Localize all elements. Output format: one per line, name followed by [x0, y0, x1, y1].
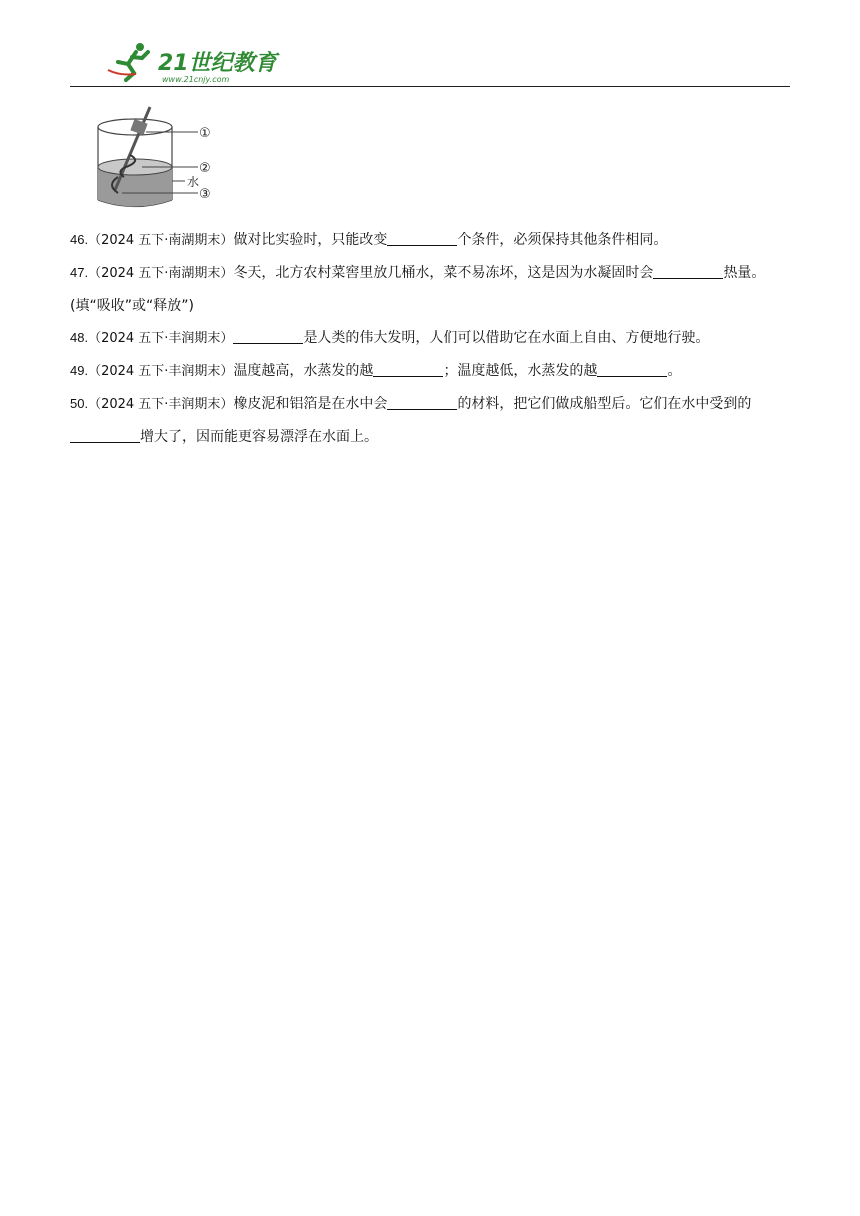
question-source: （2024 五下·南湖期末） — [88, 266, 234, 281]
answer-blank[interactable] — [653, 264, 723, 279]
question-number: 46. — [70, 232, 89, 247]
question-text: 是人类的伟大发明，人们可以借助它在水面上自由、方便地行驶。 — [303, 330, 710, 346]
question-text: 。 — [667, 363, 682, 379]
label-3: ③ — [199, 187, 211, 202]
question-text: 的材料，把它们做成船型后。它们在水中受到的 — [457, 396, 752, 412]
question-number: 50. — [70, 396, 89, 411]
question-48 — [70, 322, 792, 355]
answer-blank[interactable] — [387, 395, 457, 410]
answer-blank[interactable] — [373, 362, 443, 377]
question-source: （2024 五下·南湖期末） — [88, 233, 234, 248]
question-text: 做对比实验时，只能改变 — [233, 232, 388, 248]
label-water: 水 — [187, 175, 200, 189]
question-47 — [70, 257, 792, 322]
question-text: 温度越高，水蒸发的越 — [233, 363, 374, 379]
question-text: ；温度越低，水蒸发的越 — [443, 363, 598, 379]
question-text: 橡皮泥和铝箔是在水中会 — [233, 396, 388, 412]
question-source: （2024 五下·丰润期末） — [88, 331, 234, 346]
question-50 — [70, 388, 792, 453]
question-49 — [70, 355, 792, 388]
answer-blank[interactable] — [233, 329, 303, 344]
question-source: （2024 五下·丰润期末） — [88, 397, 234, 412]
beaker-diagram — [90, 105, 220, 215]
page-header — [70, 40, 790, 87]
question-text: 热量。(填“吸收”或“释放”) — [70, 265, 766, 314]
answer-blank[interactable] — [387, 231, 457, 246]
logo — [90, 40, 290, 84]
question-text: 增大了，因而能更容易漂浮在水面上。 — [140, 429, 378, 445]
question-number: 48. — [70, 330, 89, 345]
question-number: 49. — [70, 363, 89, 378]
logo-url: www.21cnjy.com — [162, 75, 230, 84]
answer-blank[interactable] — [597, 362, 667, 377]
label-2: ② — [199, 161, 211, 176]
question-list — [70, 224, 792, 453]
logo-text: 21世纪教育 — [158, 51, 277, 76]
question-46 — [70, 224, 792, 257]
answer-blank[interactable] — [70, 428, 140, 443]
question-text: 冬天，北方农村菜窖里放几桶水，菜不易冻坏，这是因为水凝固时会 — [233, 265, 654, 281]
question-text: 个条件，必须保持其他条件相同。 — [457, 232, 668, 248]
runner-icon — [108, 43, 148, 80]
label-1: ① — [199, 126, 211, 141]
question-number: 47. — [70, 265, 89, 280]
question-source: （2024 五下·丰润期末） — [88, 364, 234, 379]
